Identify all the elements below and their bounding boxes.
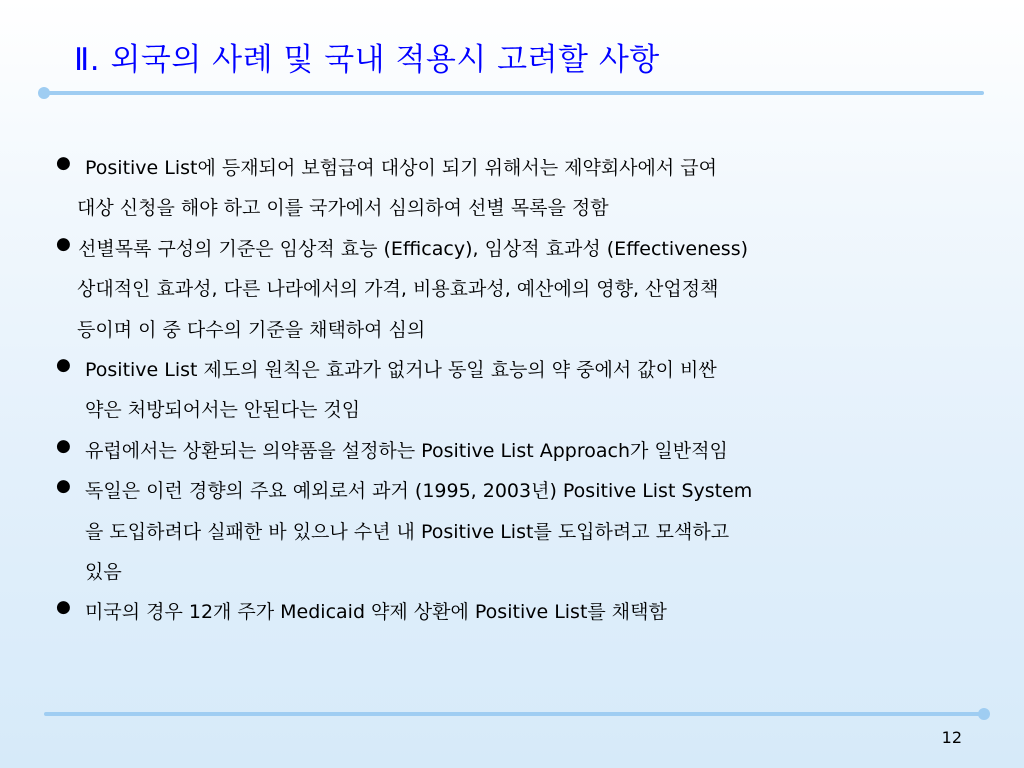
bullet-icon: ● [56, 435, 71, 456]
bullet-2-line-2: 상대적인 효과성, 다른 나라에서의 가격, 비용효과성, 예산에의 영향, 산업정책 [77, 278, 719, 301]
bullet-1-line-1: Positive List에 등재되어 보험급여 대상이 되기 위해서는 제약회사에서 급여 [85, 157, 717, 179]
bullet-2-line-1: 선별목록 구성의 기준은 임상적 효능 (Efficacy), 임상적 효과성 (Effectiveness) [78, 237, 749, 260]
bullet-2-line-3: 등이며 이 중 다수의 기준을 채택하여 심의 [77, 318, 426, 341]
bullet-item-1 [56, 148, 886, 229]
slide-title: Ⅱ. 외국의 사례 및 국내 적용시 고려할 사항 [74, 42, 660, 78]
bullet-5-line-3: 있음 [85, 561, 122, 584]
bullet-3-line-1: Positive List 제도의 원칙은 효과가 없거나 동일 효능의 약 중에서 값이 비싼 [85, 359, 717, 382]
bullet-item-2 [56, 229, 886, 350]
bullet-3-line-2: 약은 처방되어서는 안된다는 것임 [85, 399, 361, 422]
bullet-icon: ● [56, 597, 71, 618]
bullet-icon: ● [56, 153, 71, 173]
top-divider [44, 91, 984, 95]
bullet-icon: ● [56, 355, 71, 376]
bullet-6-line-1: 미국의 경우 12개 주가 Medicaid 약제 상환에 Positive List를 채택함 [85, 601, 667, 624]
bottom-rule-dot [978, 708, 990, 720]
bullet-item-4 [56, 431, 886, 471]
bullet-5-line-2: 을 도입하려다 실패한 바 있으나 수년 내 Positive List를 도입하려고 모색하고 [85, 520, 730, 543]
bullet-1-line-2: 대상 신청을 해야 하고 이를 국가에서 심의하여 선별 목록을 정함 [77, 197, 609, 220]
bullet-list [56, 148, 886, 633]
bullet-5-line-1: 독일은 이런 경향의 주요 예외로서 과거 (1995, 2003년) Positive List System [85, 480, 753, 503]
bullet-item-6 [56, 592, 886, 632]
bullet-item-3 [56, 350, 886, 431]
bullet-4-line-1: 유럽에서는 상환되는 의약품을 설정하는 Positive List Approach가 일반적임 [85, 439, 728, 462]
bullet-icon: ● [56, 233, 71, 254]
bullet-item-5 [56, 471, 886, 592]
bottom-divider [44, 712, 984, 716]
page-number: 12 [941, 728, 962, 747]
bullet-icon: ● [56, 476, 71, 497]
